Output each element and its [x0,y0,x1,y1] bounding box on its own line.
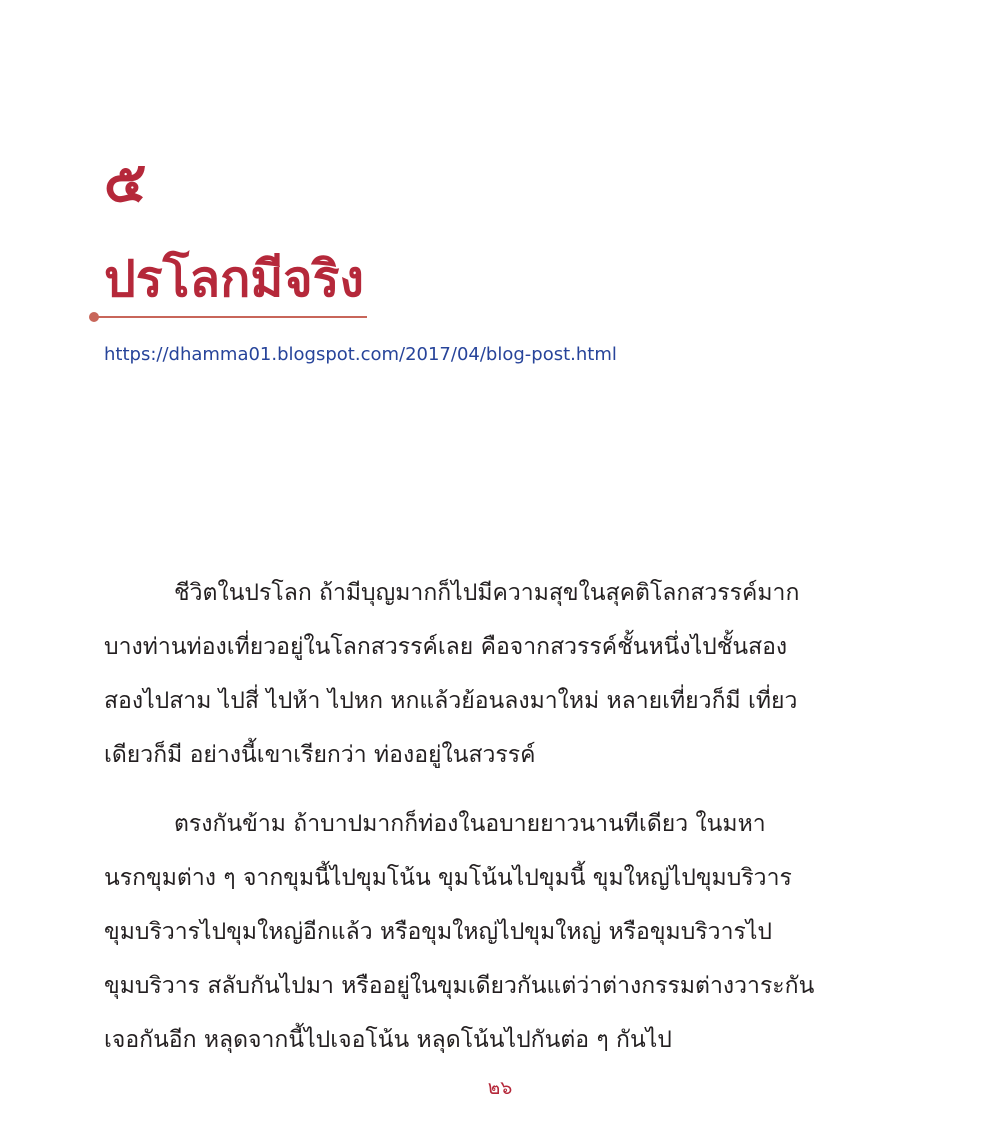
body-paragraph-2 [104,797,862,1067]
paragraph-line: เจอกันอีก หลุดจากนี้ไปเจอโน้น หลุดโน้นไปกันต่อ ๆ กันไป [104,1027,672,1053]
body-paragraph-1 [104,566,862,782]
paragraph-line: บางท่านท่องเที่ยวอยู่ในโลกสวรรค์เลย คือจากสวรรค์ชั้นหนึ่งไปชั้นสอง [104,634,788,660]
chapter-number: ๕ [104,149,147,215]
source-link[interactable]: https://dhamma01.blogspot.com/2017/04/blog-post.html [104,344,617,365]
paragraph-line: ขุมบริวารไปขุมใหญ่อีกแล้ว หรือขุมใหญ่ไปขุมใหญ่ หรือขุมบริวารไป [104,919,773,945]
chapter-title: ปรโลกมีจริง [104,249,364,308]
paragraph-line: นรกขุมต่าง ๆ จากขุมนี้ไปขุมโน้น ขุมโน้นไปขุมนี้ ขุมใหญ่ไปขุมบริวาร [104,865,792,891]
paragraph-line: เดียวก็มี อย่างนี้เขาเรียกว่า ท่องอยู่ในสวรรค์ [104,742,536,768]
title-underline-dot [89,312,99,322]
paragraph-line: ตรงกันข้าม ถ้าบาปมากก็ท่องในอบายยาวนานทีเดียว ในมหา [174,811,766,837]
paragraph-line: ขุมบริวาร สลับกันไปมา หรืออยู่ในขุมเดียวกันแต่ว่าต่างกรรมต่างวาระกัน [104,973,815,999]
page-number: ๒๖ [487,1077,513,1099]
paragraph-line: ชีวิตในปรโลก ถ้ามีบุญมากก็ไปมีความสุขในสุคติโลกสวรรค์มาก [174,580,800,606]
title-underline [94,316,367,318]
paragraph-line: สองไปสาม ไปสี่ ไปห้า ไปหก หกแล้วย้อนลงมาใหม่ หลายเที่ยวก็มี เที่ยว [104,688,798,714]
